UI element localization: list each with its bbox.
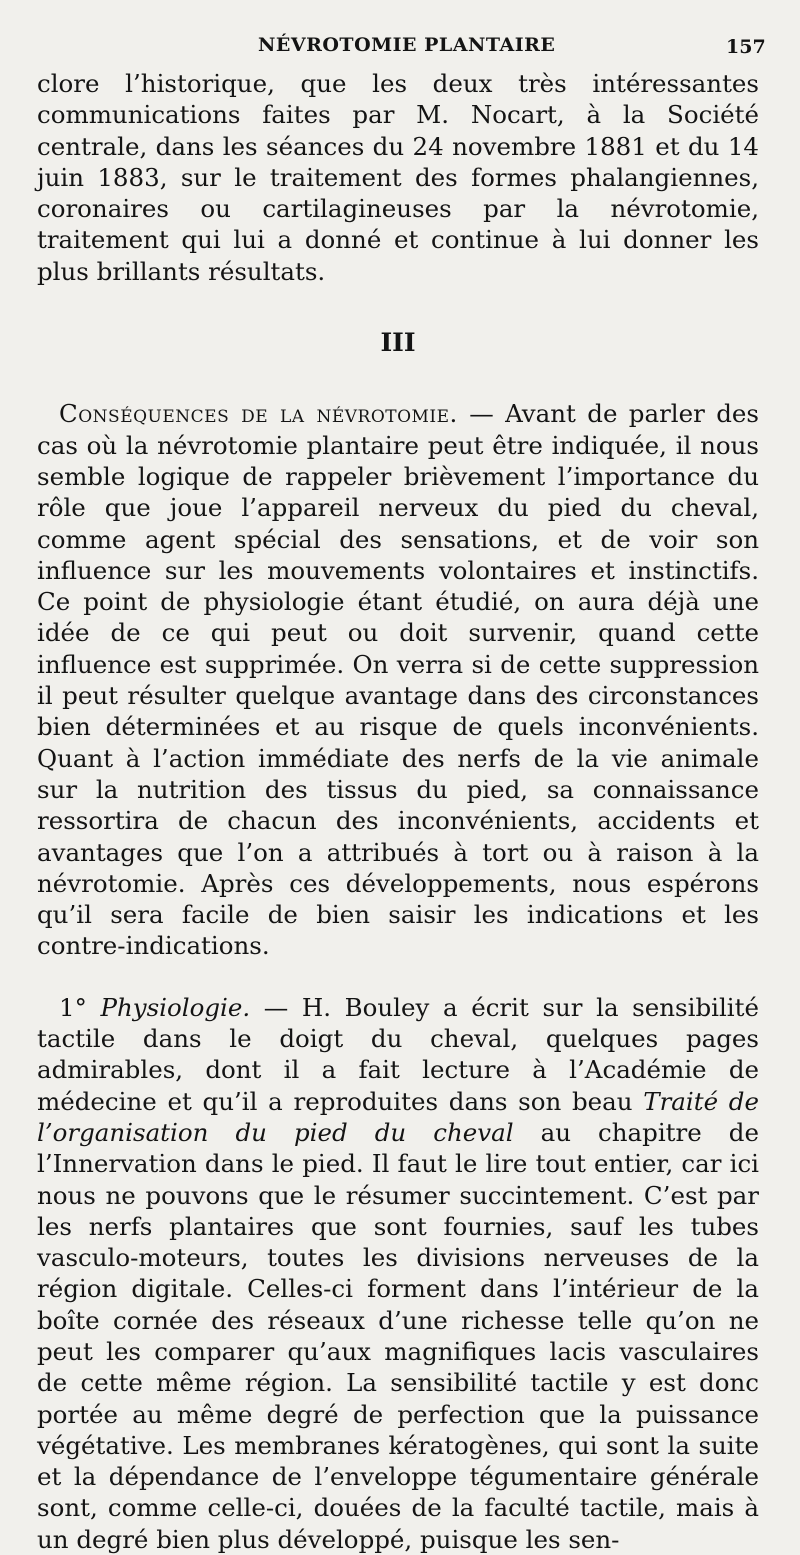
paragraph-continuation: clore l’historique, que les deux très intéressantes communications faites par M. Nocart, à la Société centrale, dans les séances du 24 novembre 1881 et du 14 juin 1883, sur le traitement des formes phalangiennes, coronaires ou cartilagineuses par la névrotomie, traitement qui lui a donné et continue à lui donner les plus brillants résultats. bbox=[37, 69, 759, 286]
paragraph-physiologie bbox=[37, 992, 759, 1555]
paragraph-text: au chapitre de l’Innervation dans le pied. Il faut le lire tout entier, car ici nous ne pouvons que le résumer succintement. C’est par les nerfs plantaires que sont fournies, sauf les tubes vasculo-moteurs, toutes les divisions nerveuses de la région digitale. Celles-ci forment dans l’intérieur de la boîte cornée des réseaux d’une richesse telle qu’on ne peut les comparer qu’aux magnifiques lacis vasculaires de cette même région. La sensibilité tactile y est donc portée au même degré de perfection que la puissance végétative. Les membranes kératogènes, qui sont la suite et la dépendance de l’enveloppe tégumentaire générale sont, comme celle-ci, douées de la faculté tactile, mais à un degré bien plus développé, puisque les sen- bbox=[37, 1117, 759, 1554]
paragraph-consequences bbox=[37, 398, 759, 961]
page-number: 157 bbox=[726, 36, 766, 58]
paragraph-lead: Conséquences de la névrotomie. bbox=[59, 399, 458, 429]
paragraph-text: — Avant de parler des cas où la névrotomie plantaire peut être indiquée, il nous semble logique de rappeler brièvement l’importance du rôle que joue l’appareil nerveux du pied du cheval, comme agent spécial des sensations, et de voir son influence sur les mouvements volontaires et instinctifs. Ce point de physiologie étant étudié, on aura déjà une idée de ce qui peut ou doit survenir, quand cette influence est supprimée. On verra si de cette suppression il peut résulter quelque avantage dans des circonstances bien déterminées et au risque de quels inconvénients. Quant à l’action immédiate des nerfs de la vie animale sur la nutrition des tissus du pied, sa connaissance ressortira de chacun des inconvénients, accidents et avantages que l’on a attribués à tort ou à raison à la névrotomie. Après ces développements, nous espérons qu’il sera facile de bien saisir les indications et les contre-indications. bbox=[37, 399, 759, 961]
body-text bbox=[37, 68, 759, 1555]
section-heading: III bbox=[380, 328, 416, 358]
paragraph-text: — H. Bouley a écrit sur la sensibilité tactile dans le doigt du cheval, quelques pages admirables, dont il a fait lecture à l’Académie de médecine et qu’il a reproduites dans son beau bbox=[37, 992, 759, 1116]
book-title: Traité de l’organisation du pied du cheval bbox=[37, 1086, 759, 1147]
paragraph-number: 1° bbox=[59, 992, 87, 1022]
page-header bbox=[0, 34, 800, 60]
running-title: NÉVROTOMIE PLANTAIRE bbox=[258, 34, 556, 56]
paragraph-lead: Physiologie. bbox=[100, 992, 251, 1022]
